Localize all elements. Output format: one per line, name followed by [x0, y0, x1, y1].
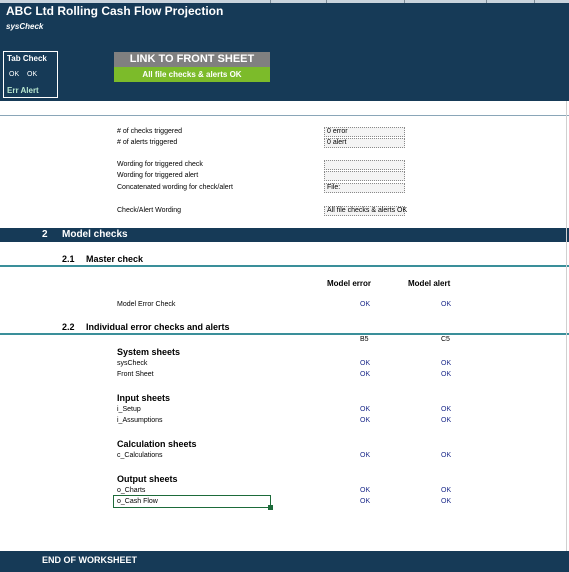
concatenated-wording-label: Concatenated wording for check/alert [117, 184, 233, 191]
column-divider [486, 0, 487, 3]
column-header-strip [0, 0, 569, 3]
tab-check-ok-alert: OK [27, 71, 38, 78]
checks-triggered-label: # of checks triggered [117, 128, 182, 135]
section-number: 2 [42, 229, 48, 240]
master-error-status: OK [360, 301, 371, 308]
section-bar-model-checks [0, 228, 569, 242]
wording-alert-label: Wording for triggered alert [117, 172, 199, 179]
divider [0, 115, 569, 116]
group-title-calculation: Calculation sheets [117, 439, 197, 449]
group-title-input: Input sheets [117, 393, 171, 403]
tab-check-title: Tab Check [7, 54, 47, 63]
concatenated-wording-cell[interactable]: File: [324, 183, 405, 193]
sheet-row-label: Front Sheet [117, 371, 154, 378]
sheet-alert-status: OK [441, 487, 452, 494]
model-error-check-label: Model Error Check [117, 301, 176, 308]
sheet-error-status: OK [360, 406, 371, 413]
sheet-error-status: OK [360, 371, 371, 378]
sheet-alert-status: OK [441, 371, 452, 378]
sheet-error-status: OK [360, 360, 371, 367]
checks-triggered-cell[interactable]: 0 error [324, 127, 405, 137]
sheet-alert-status: OK [441, 360, 452, 367]
wording-check-label: Wording for triggered check [117, 161, 203, 168]
alerts-triggered-cell[interactable]: 0 alert [324, 138, 405, 148]
sheet-error-status: OK [360, 452, 371, 459]
subsection-title-individual: Individual error checks and alerts [86, 322, 230, 332]
column-divider [326, 0, 327, 3]
sheet-alert-status: OK [441, 452, 452, 459]
sheet-row-label: i_Assumptions [117, 417, 163, 424]
alerts-triggered-label: # of alerts triggered [117, 139, 178, 146]
column-divider [534, 0, 535, 3]
column-divider [404, 0, 405, 3]
active-cell-selection[interactable] [113, 495, 271, 508]
master-alert-status: OK [441, 301, 452, 308]
subsection-divider [0, 265, 569, 267]
sheet-alert-status: OK [441, 417, 452, 424]
sheet-error-status: OK [360, 417, 371, 424]
tab-check-box [3, 51, 58, 98]
tab-check-err-alert: Err Alert [7, 86, 39, 95]
check-alert-wording-cell[interactable]: All file checks & alerts OK [324, 206, 405, 216]
sheet-edge [566, 101, 567, 551]
sheet-alert-status: OK [441, 498, 452, 505]
ref-alert-cell: C5 [441, 336, 450, 343]
link-to-front-sheet-button[interactable]: LINK TO FRONT SHEET [114, 52, 270, 67]
sheet-alert-status: OK [441, 406, 452, 413]
subsection-number-individual: 2.2 [62, 322, 75, 332]
sheet-row-label: c_Calculations [117, 452, 163, 459]
subsection-divider [0, 333, 569, 335]
ref-error-cell: B5 [360, 336, 369, 343]
check-alert-wording-label: Check/Alert Wording [117, 207, 182, 214]
app-title: ABC Ltd Rolling Cash Flow Projection [6, 4, 224, 18]
column-header-model-alert: Model alert [408, 279, 451, 288]
sheet-error-status: OK [360, 487, 371, 494]
end-of-worksheet-label: END OF WORKSHEET [42, 555, 138, 565]
file-status-button[interactable]: All file checks & alerts OK [114, 67, 270, 82]
column-divider [270, 0, 271, 3]
sheet-name: sysCheck [6, 22, 44, 31]
section-title: Model checks [62, 229, 128, 240]
sheet-row-label: sysCheck [117, 360, 148, 367]
group-title-output: Output sheets [117, 474, 178, 484]
column-header-model-error: Model error [327, 279, 372, 288]
subsection-number-master: 2.1 [62, 254, 75, 264]
subsection-title-master: Master check [86, 254, 144, 264]
sheet-row-label: o_Cash Flow [117, 498, 158, 505]
fill-handle[interactable] [268, 505, 273, 510]
sheet-error-status: OK [360, 498, 371, 505]
sheet-row-label: i_Setup [117, 406, 141, 413]
tab-check-ok-error: OK [9, 71, 20, 78]
wording-alert-cell[interactable] [324, 171, 405, 181]
end-of-worksheet-bar [0, 551, 569, 572]
sheet-row-label: o_Charts [117, 487, 146, 494]
wording-check-cell[interactable] [324, 160, 405, 170]
group-title-system: System sheets [117, 347, 181, 357]
